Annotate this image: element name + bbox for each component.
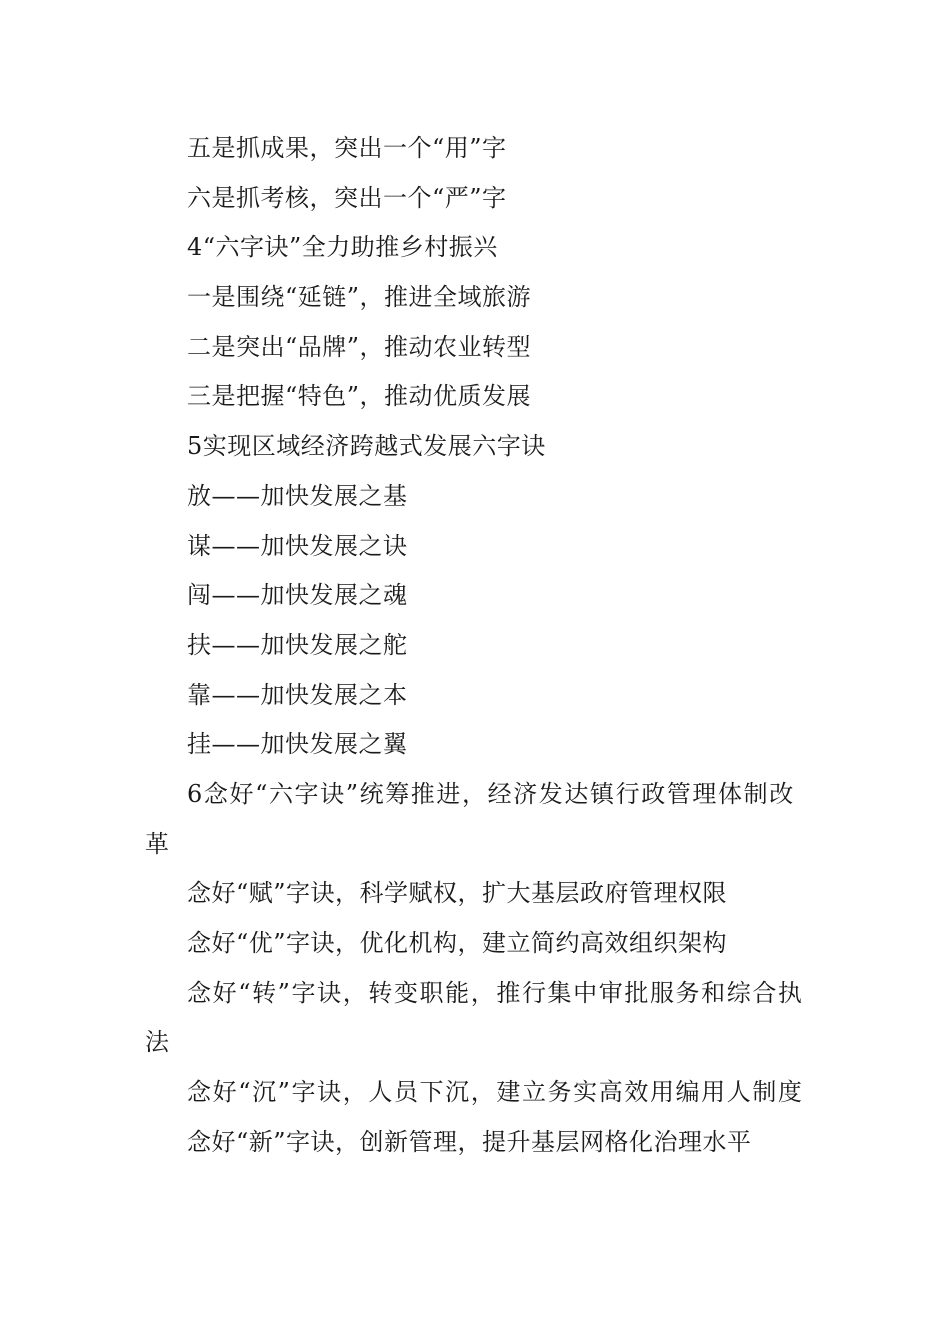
paragraph: 放——加快发展之基 — [187, 481, 408, 510]
paragraph: 念好“沉”字诀，人员下沉，建立务实高效用编用人制度 — [187, 1078, 804, 1107]
paragraph: 一是围绕“延链”，推进全域旅游 — [187, 283, 532, 312]
paragraph: 三是把握“特色”，推动优质发展 — [187, 382, 532, 411]
paragraph: 念好“转”字诀，转变职能，推行集中审批服务和综合执法 — [145, 978, 804, 1057]
section-heading: 5实现区域经济跨越式发展六字诀 — [187, 432, 546, 461]
section-heading: 6念好“六字诀”统筹推进，经济发达镇行政管理体制改革 — [145, 779, 795, 858]
paragraph: 扶——加快发展之舵 — [187, 630, 408, 659]
paragraph: 六是抓考核，突出一个“严”字 — [187, 183, 507, 212]
paragraph: 闯——加快发展之魂 — [187, 581, 408, 610]
paragraph: 念好“优”字诀，优化机构，建立简约高效组织架构 — [187, 929, 728, 958]
section-heading: 4“六字诀”全力助推乡村振兴 — [187, 233, 498, 262]
paragraph: 靠——加快发展之本 — [187, 680, 408, 709]
paragraph: 谋——加快发展之诀 — [187, 531, 408, 560]
paragraph: 念好“赋”字诀，科学赋权，扩大基层政府管理权限 — [187, 879, 728, 908]
paragraph: 二是突出“品牌”，推动农业转型 — [187, 332, 532, 361]
document-body — [145, 124, 810, 1168]
paragraph: 五是抓成果，突出一个“用”字 — [187, 134, 507, 162]
paragraph: 挂——加快发展之翼 — [187, 730, 408, 759]
paragraph: 念好“新”字诀，创新管理，提升基层网格化治理水平 — [187, 1127, 752, 1156]
